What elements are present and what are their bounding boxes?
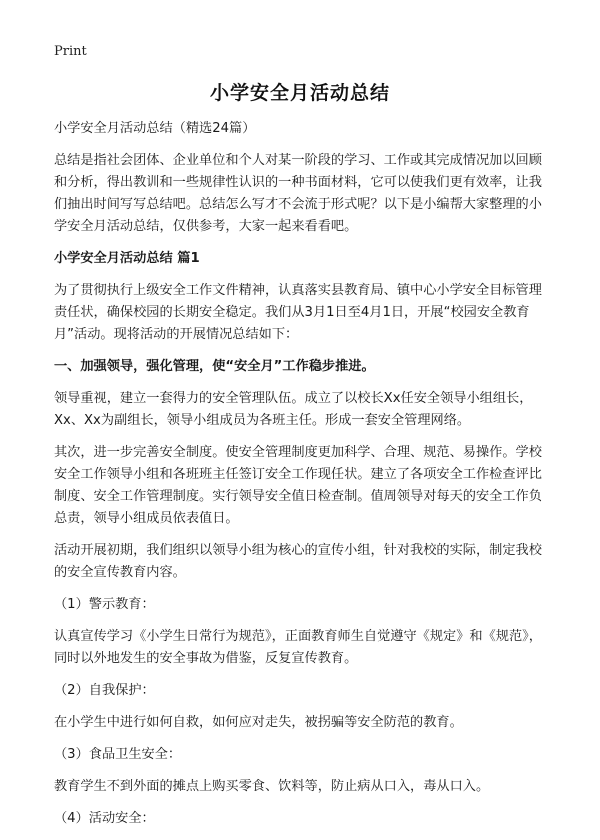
paragraph-leadership: 领导重视，建立一套得力的安全管理队伍。成立了以校长Xx任安全领导小组组长，Xx、Xx为副组长，领导小组成员为各班主任。形成一套安全管理网络。 — [54, 391, 533, 428]
item-text-food-safety: 教育学生不到外面的摊点上购买零食、饮料等，防止病从口入，毒从口入。 — [54, 779, 490, 794]
item-label-warning: （1）警示教育： — [54, 597, 155, 612]
print-label[interactable]: Print — [54, 44, 87, 59]
section-intro-paragraph: 为了贯彻执行上级安全工作文件精神，认真落实县教育局、镇中心小学安全目标管理责任状，确保校园的长期安全稳定。我们从3月1日至4月1日，开展“校园安全教育月”活动。现将活动的开展情况总结如下： — [54, 283, 542, 342]
section-heading: 小学安全月活动总结 篇1 — [54, 251, 200, 266]
item-text-self-protection: 在小学生中进行如何自救，如何应对走失，被拐骗等安全防范的教育。 — [54, 715, 463, 730]
document-subtitle: 小学安全月活动总结（精选24篇） — [54, 121, 256, 136]
paragraph-activities: 活动开展初期，我们组织以领导小组为核心的宣传小组，针对我校的实际，制定我校的安全宣传教育内容。 — [54, 543, 542, 580]
paragraph-rules: 其次，进一步完善安全制度。使安全管理制度更加科学、合理、规范、易操作。学校安全工作领导小组和各班班主任签订安全工作现任状。建立了各项安全工作检查评比制度、安全工作管理制度。实行领导安全值日检查制。值周领导对每天的安全工作负总责，领导小组成员依表值日。 — [54, 445, 542, 526]
item-label-self-protection: （2）自我保护： — [54, 683, 155, 698]
document-body — [54, 118, 554, 840]
item-label-activity-safety: （4）活动安全： — [54, 811, 155, 826]
item-text-warning: 认真宣传学习《小学生日常行为规范》，正面教育师生自觉遵守《规定》和《规范》，同时以外地发生的安全事故为借鉴，反复宣传教育。 — [54, 629, 542, 666]
document-title: 小学安全月活动总结 — [209, 82, 390, 104]
item-label-food-safety: （3）食品卫生安全： — [54, 747, 182, 762]
intro-paragraph: 总结是指社会团体、企业单位和个人对某一阶段的学习、工作或其完成情况加以回顾和分析，得出教训和一些规律性认识的一种书面材料，它可以使我们更有效率，让我们抽出时间写写总结吧。总结怎么写才不会流于形式呢？以下是小编帮大家整理的小学安全月活动总结，仅供参考，大家一起来看看吧。 — [54, 153, 542, 234]
subsection-heading: 一、加强领导，强化管理，使“安全月”工作稳步推进。 — [54, 359, 375, 374]
